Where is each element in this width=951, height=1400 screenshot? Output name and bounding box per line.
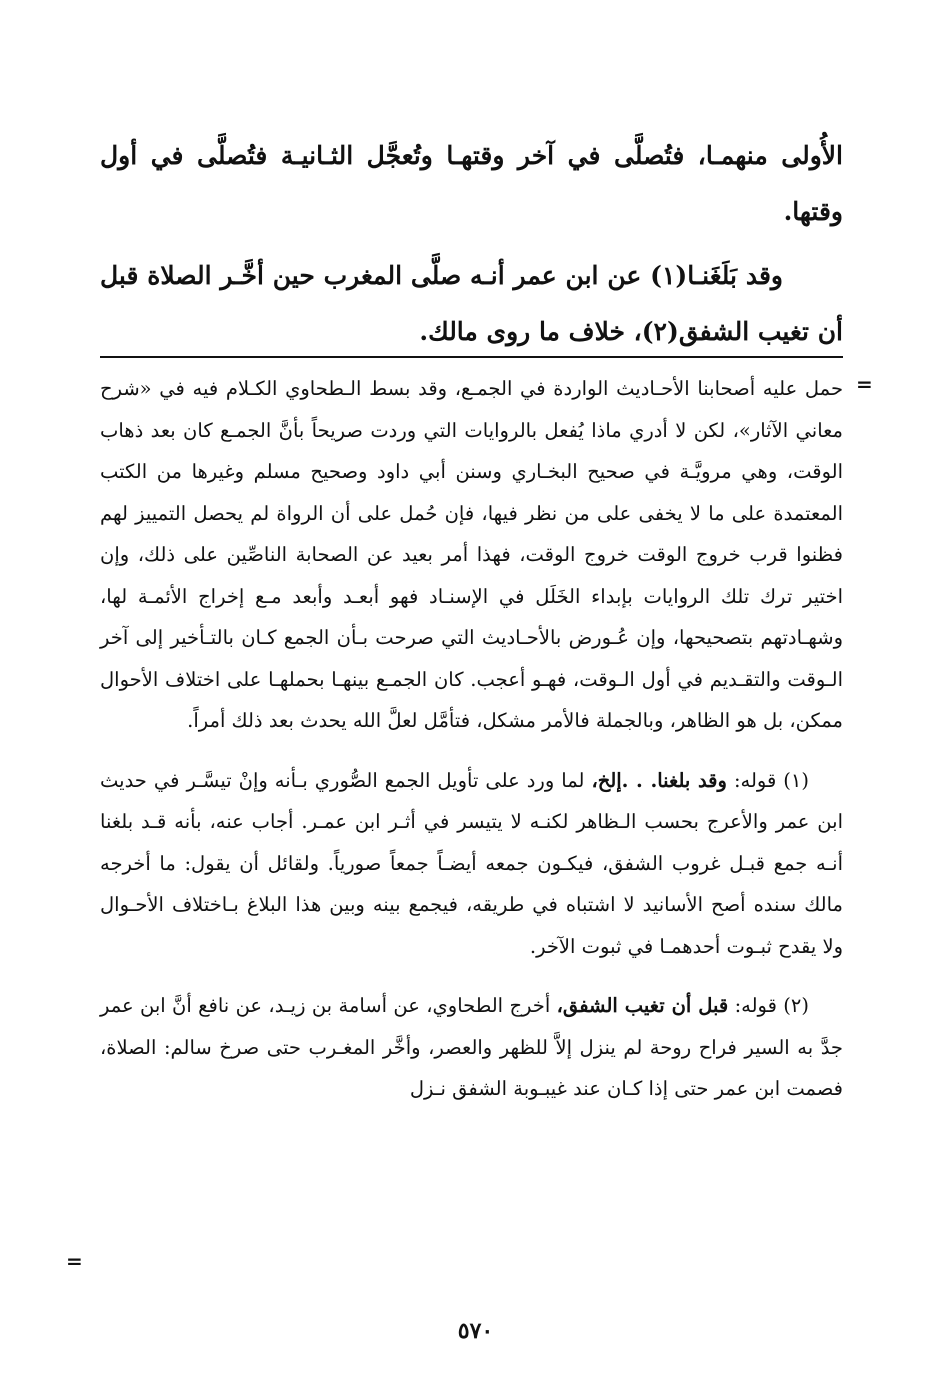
footnote-1 xyxy=(100,760,843,968)
continuation-mark-bottom: = xyxy=(66,1249,83,1273)
footnote-2-lemma: قبل أن تغيب الشفق، xyxy=(556,994,729,1017)
main-paragraph-1: الأُولى منهمـا، فتُصلَّى في آخر وقتهـا وتُعجَّل الثـانيـة فتُصلَّى في أول وقتها. xyxy=(100,141,843,226)
main-paragraph-2: وقد بَلَغَنـا(١) عن ابن عمر أنـه صلَّى المغرب حين أخَّـر الصلاة قبل أن تغيب الشفق(٢)، خلاف ما روى مالك. xyxy=(100,261,843,346)
continuation-mark-top: = xyxy=(856,372,873,396)
footnote-1-lemma: وقد بلغنا. . .إلخ، xyxy=(591,768,727,792)
main-text xyxy=(100,128,843,360)
footnote-separator xyxy=(100,356,843,358)
footnotes xyxy=(100,368,843,1110)
footnote-1-text: لما ورد على تأويل الجمع الصُّوري بـأنه وإنْ تيسَّـر في حديث ابن عمر والأعرج بحسب الـظاهر لكنـه لا يتيسر في أثـر ابن عمـر. أجاب عنه، بأنه قـد بلغنا أنـه جمع قبـل غروب الشفق، فيكـون جمعه أيضـاً جمعاً صورياً. ولقائل أن يقول: ما أخرجه مالك سنده أصح الأسانيد لا اشتباه في طريقه، فيجمع بينه وبين هذا البلاغ بـاختلاف الأحـوال ولا يقدح ثبـوت أحدهمـا في ثبوت الآخر. xyxy=(100,768,843,958)
footnote-2-text: أخرج الطحاوي، عن أسامة بن زيـد، عن نافع أنَّ ابن عمر جدَّ به السير فراح روحة لم ينزل إلاَّ للظهر والعصر، وأخَّر المغـرب حتى صرخ سالم: الصلاة، فصمت ابن عمر حتى إذا كـان عند غيبـوبة الشفق نـزل xyxy=(100,994,843,1100)
footnote-1-marker: (١) قوله: xyxy=(733,768,810,792)
footnote-2-marker: (٢) قوله: xyxy=(734,994,810,1017)
footnote-2 xyxy=(100,985,843,1110)
page-number: ٥٧٠ xyxy=(457,1318,494,1344)
footnote-continued: حمل عليه أصحابنا الأحـاديث الواردة في الجمـع، وقد بسط الـطحاوي الكـلام فيه في «شرح معاني الآثار»، لكن لا أدري ماذا يُفعل بالروايات التي وردت صريحاً بأنَّ الجمـع كان بعد ذهاب الوقت، وهي مرويَّـة في صحيح البخـاري وسنن أبي داود وصحيح مسلم وغيرها من الكتب المعتمدة على ما لا يخفى على من نظر فيها، فإن حُمل على أن الرواة لم يحصل التمييز لهم فظنوا قرب خروج الوقت خروج الوقت، فهذا أمر بعيد عن الصحابة الناصِّين على ذلك، وإن اختير ترك تلك الروايات بإبداء الخَلَل في الإسنـاد فهو أبعـد وأبعد مـع إخراج الأئمـة لها، وشهـادتهم بتصحيحها، وإن عُـورض بالأحـاديث التي صرحت بـأن الجمع كـان بالتـأخير إلى آخر الـوقت والتقـديم في أول الـوقت، فهـو أعجب. كان الجمـع بينهـا بحملهـا على اختلاف الأحوال ممكن، بل هو الظاهر، وبالجملة فالأمر مشكل، فتأمَّل لعلَّ الله يحدث بعد ذلك أمراً. xyxy=(100,377,843,732)
